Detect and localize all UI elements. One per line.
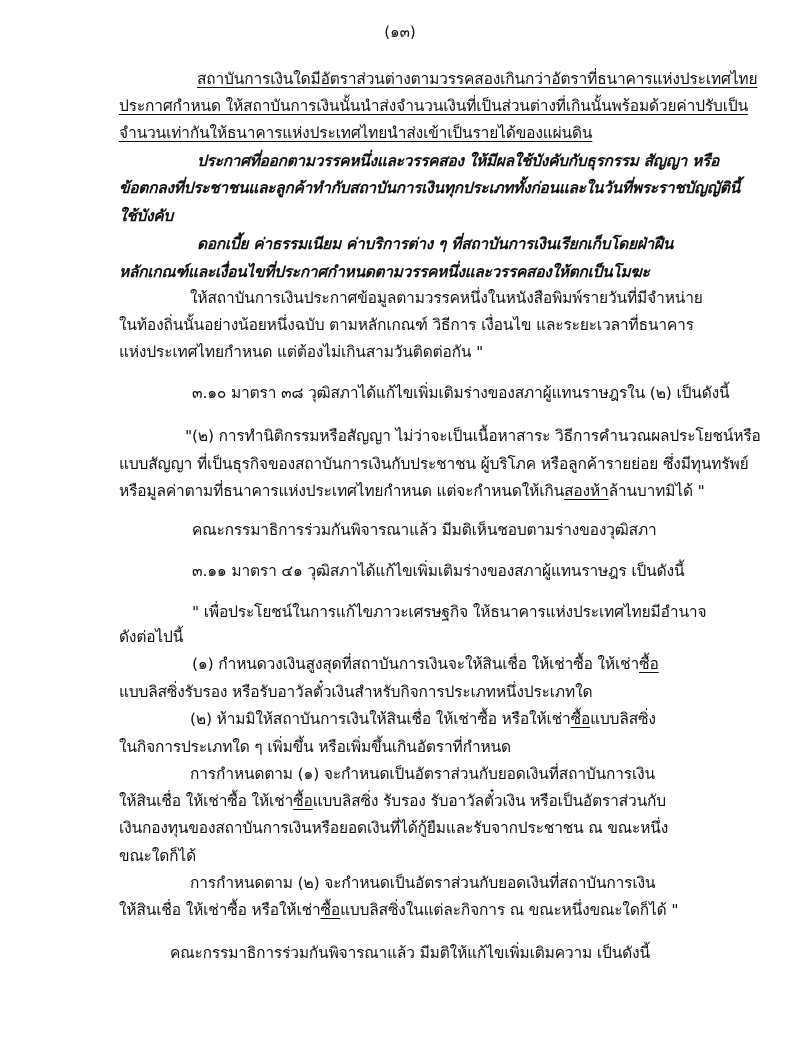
text-line: ดังต่อไปนี้ (119, 628, 184, 646)
text-line: ให้สินเชื่อ ให้เช่าซื้อ หรือให้เช่าซื้อแบบลิสซิ่งในแต่ละกิจการ ณ ขณะหนึ่งขณะใดก็ได้ " (119, 901, 679, 919)
text-line: จำนวนเท่ากันให้ธนาคารแห่งประเทศไทยนำส่งเข้าเป็นรายได้ของแผ่นดิน (119, 124, 593, 142)
text-line: ประกาศที่ออกตามวรรคหนึ่งและวรรคสอง ให้มีผลใช้บังคับกับธุรกรรม สัญญา หรือ (197, 152, 720, 170)
text-line: ให้สถาบันการเงินประกาศข้อมูลตามวรรคหนึ่งในหนังสือพิมพ์รายวันที่มีจำหน่าย (190, 289, 703, 307)
text-line: " เพื่อประโยชน์ในการแก้ไขภาวะเศรษฐกิจ ให้ธนาคารแห่งประเทศไทยมีอำนาจ (192, 603, 707, 621)
underlined-word: ซื้อ (639, 655, 659, 673)
text-line: "(๒) การทำนิติกรรมหรือสัญญา ไม่ว่าจะเป็นเนื้อหาสาระ วิธีการคำนวณผลประโยชน์หรือ (185, 427, 761, 445)
text-line: สถาบันการเงินใดมีอัตราส่วนต่างตามวรรคสองเกินกว่าอัตราที่ธนาคารแห่งประเทศไทย (197, 70, 758, 88)
text-line: การกำหนดตาม (๑) จะกำหนดเป็นอัตราส่วนกับยอดเงินที่สถาบันการเงิน (190, 765, 655, 783)
text-line: การกำหนดตาม (๒) จะกำหนดเป็นอัตราส่วนกับยอดเงินที่สถาบันการเงิน (190, 874, 656, 892)
text-line: (๑) กำหนดวงเงินสูงสุดที่สถาบันการเงินจะให้สินเชื่อ ให้เช่าซื้อ ให้เช่าซื้อ (192, 655, 659, 673)
page-number: (๑๓) (384, 23, 416, 41)
text-line: หลักเกณฑ์และเงื่อนไขที่ประกาศกำหนดตามวรรคหนึ่งและวรรคสองให้ตกเป็นโมฆะ (119, 263, 650, 281)
text-line: ดอกเบี้ย ค่าธรรมเนียม ค่าบริการต่าง ๆ ที่สถาบันการเงินเรียกเก็บโดยฝ่าฝืน (197, 235, 673, 253)
text-line: ให้สินเชื่อ ให้เช่าซื้อ ให้เช่าซื้อแบบลิสซิ่ง รับรอง รับอาวัลตั๋วเงิน หรือเป็นอัตราส่วนกับ (119, 792, 666, 810)
committee-resolution: คณะกรรมาธิการร่วมกันพิจารณาแล้ว มีมติให้แก้ไขเพิ่มเติมความ เป็นดังนี้ (170, 944, 650, 962)
text-line: แบบลิสซิ่งรับรอง หรือรับอาวัลตั๋วเงินสำหรับกิจการประเภทหนึ่งประเภทใด (119, 683, 593, 701)
section-heading: ๓.๑๑ มาตรา ๔๑ วุฒิสภาได้แก้ไขเพิ่มเติมร่างของสภาผู้แทนราษฎร เป็นดังนี้ (192, 562, 685, 580)
amendment-text: สองห้า (564, 482, 609, 500)
text-line: ประกาศกำหนด ให้สถาบันการเงินนั้นนำส่งจำนวนเงินที่เป็นส่วนต่างที่เกินนั้นพร้อมด้วยค่าปรับเป็น (119, 97, 749, 115)
text-line: แห่งประเทศไทยกำหนด แต่ต้องไม่เกินสามวันติดต่อกัน " (119, 343, 484, 361)
underlined-word: ซื้อ (320, 901, 341, 919)
text-line: ในท้องถิ่นนั้นอย่างน้อยหนึ่งฉบับ ตามหลักเกณฑ์ วิธีการ เงื่อนไข และระยะเวลาที่ธนาคาร (119, 316, 694, 334)
text-line: ข้อตกลงที่ประชาชนและลูกค้าทำกับสถาบันการเงินทุกประเภททั้งก่อนและในวันที่พระราชบัญญัตินี้ (119, 179, 740, 197)
text-line: ในกิจการประเภทใด ๆ เพิ่มขึ้น หรือเพิ่มขึ้นเกินอัตราที่กำหนด (119, 738, 511, 756)
committee-resolution: คณะกรรมาธิการร่วมกันพิจารณาแล้ว มีมติเห็นชอบตามร่างของวุฒิสภา (192, 521, 657, 539)
text-line: ใช้บังคับ (119, 207, 173, 225)
text-line: เงินกองทุนของสถาบันการเงินหรือยอดเงินที่ได้กู้ยืมและรับจากประชาชน ณ ขณะหนึ่ง (119, 819, 669, 837)
text-line: (๒) ห้ามมิให้สถาบันการเงินให้สินเชื่อ ให้เช่าซื้อ หรือให้เช่าซื้อแบบลิสซิ่ง (190, 710, 656, 728)
underlined-word: ซื้อ (570, 710, 591, 728)
text-line: ขณะใดก็ได้ (119, 847, 196, 865)
underlined-word: ซื้อ (293, 792, 313, 810)
text-line: หรือมูลค่าตามที่ธนาคารแห่งประเทศไทยกำหนด แต่จะกำหนดให้เกินสองห้าล้านบาทมิได้ " (119, 482, 705, 500)
section-heading: ๓.๑๐ มาตรา ๓๘ วุฒิสภาได้แก้ไขเพิ่มเติมร่างของสภาผู้แทนราษฎรใน (๒) เป็นดังนี้ (192, 384, 730, 402)
text-line: แบบสัญญา ที่เป็นธุรกิจของสถาบันการเงินกับประชาชน ผู้บริโภค หรือลูกค้ารายย่อย ซึ่งมีทุนทรัพย์ (119, 455, 749, 473)
